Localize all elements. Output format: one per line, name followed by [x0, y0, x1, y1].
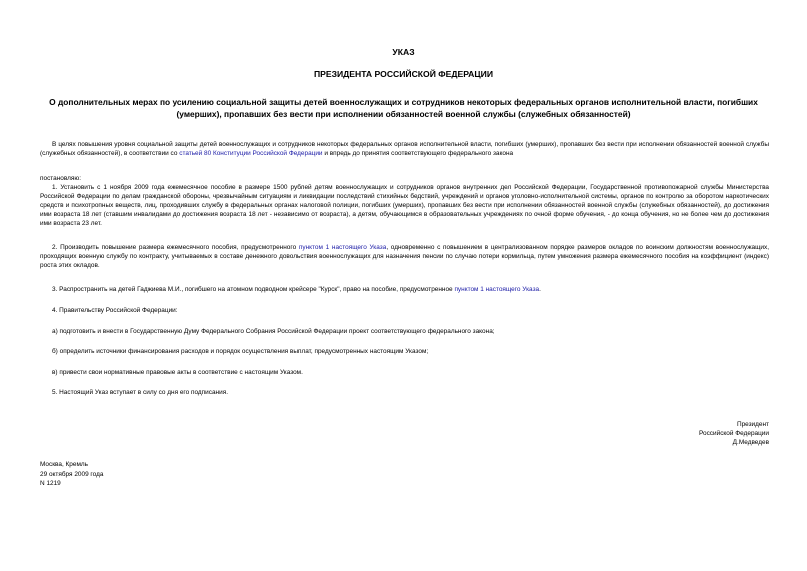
- signature-block: [699, 420, 769, 447]
- paragraph-4b: [40, 347, 769, 356]
- paragraph-3-text: 3. Распространить на детей Гаджиева М.И., погибшего на атомном подводном крейсере "Курск", право на пособие, предусмотренное: [52, 286, 455, 293]
- place-date-block: [40, 460, 103, 489]
- paragraph-1-link-2[interactable]: пунктом 1 настоящего Указа: [454, 286, 540, 293]
- paragraph-1: [40, 183, 769, 228]
- paragraph-4c: [40, 368, 769, 377]
- paragraph-3-text-end: .: [539, 286, 541, 293]
- paragraph-4a: [40, 327, 769, 336]
- paragraph-5-text: 5. Настоящий Указ вступает в силу со дня его подписания.: [52, 389, 228, 396]
- paragraph-2-text: 2. Производить повышение размера ежемесячного пособия, предусмотренного: [52, 244, 299, 251]
- document-type-title: УКАЗ: [392, 47, 415, 57]
- paragraph-5: [40, 388, 769, 397]
- preamble-text: В целях повышения уровня социальной защиты детей военнослужащих и сотрудников некоторых федеральных органов исполнительной власти, погибших (умерших), пропавших без вести при исполнении обязанностей военной службы (служебных обязанностей), в соответствии со: [40, 141, 769, 158]
- date-line: 29 октября 2009 года: [40, 470, 104, 478]
- paragraph-4: [40, 306, 769, 315]
- paragraph-2: [40, 243, 769, 270]
- paragraph-4b-text: б) определить источники финансирования расходов и порядок осуществления выплат, предусмотренных настоящим Указом;: [52, 348, 429, 355]
- preamble: [40, 140, 769, 158]
- signature-name: Д.Медведев: [732, 439, 769, 447]
- paragraph-2-text-end: , одновременно с повышением в централизованном порядке размеров окладов по воинским должностям военнослужащих, проходящих военную службу по контракту, учитываемых в составе денежного довольствия военнослужащих для назначения пенсии по случаю потери кормильца, путем умножения размера ежемесячного пособия на коэффициент (индекс) роста этих окладов.: [40, 244, 769, 270]
- constitution-article-link[interactable]: статьей 80 Конституции Российской Федерации: [179, 150, 323, 158]
- paragraph-3: [40, 285, 769, 294]
- decree-subject-title: О дополнительных мерах по усилению социальной защиты детей военнослужащих и сотрудников некоторых федеральных органов исполнительной власти, погибших (умерших), пропавших без вести при исполнении обязанностей военной службы (служебных обязанностей): [49, 97, 758, 119]
- place-line: Москва, Кремль: [40, 461, 89, 468]
- paragraph-1-text: 1. Установить с 1 ноября 2009 года ежемесячное пособие в размере 1500 рублей детям военнослужащих и сотрудников органов внутренних дел Российской Федерации, Государственной противопожарной службы Министерства Российской Федерации по делам гражданской обороны, чрезвычайным ситуациям и ликвидации последствий стихийных бедствий, учреждений и органов уголовно-исполнительной системы, органов по контролю за оборотом наркотических средств и психотропных веществ, лиц, проходивших службу в федеральных органах налоговой полиции, погибших (умерших), пропавших без вести при исполнении обязанностей военной службы (служебных обязанностей), до достижения ими возраста 18 лет (ставшим инвалидами до достижения возраста 18 лет - независимо от возраста), а детям, обучающимся в образовательных учреждениях по очной форме обучения, - до конца обучения, но не более чем до достижения ими возраста 23 лет.: [40, 184, 769, 228]
- paragraph-4-text: 4. Правительству Российской Федерации:: [52, 307, 178, 314]
- paragraph-1-link[interactable]: пунктом 1 настоящего Указа: [298, 244, 387, 251]
- decree-number: N 1219: [40, 480, 61, 488]
- signature-country: Российской Федерации: [698, 430, 769, 438]
- decree-word: постановляю:: [40, 175, 82, 182]
- paragraph-4a-text: а) подготовить и внести в Государственную Думу Федерального Собрания Российской Федерации проект соответствующего федерального закона;: [52, 328, 495, 335]
- paragraph-4c-text: в) привести свои нормативные правовые акты в соответствие с настоящим Указом.: [52, 369, 303, 376]
- signature-title: Президент: [736, 421, 769, 428]
- preamble-text-end: и впредь до принятия соответствующего федерального закона: [322, 150, 514, 158]
- issuer-title: ПРЕЗИДЕНТА РОССИЙСКОЙ ФЕДЕРАЦИИ: [313, 69, 494, 79]
